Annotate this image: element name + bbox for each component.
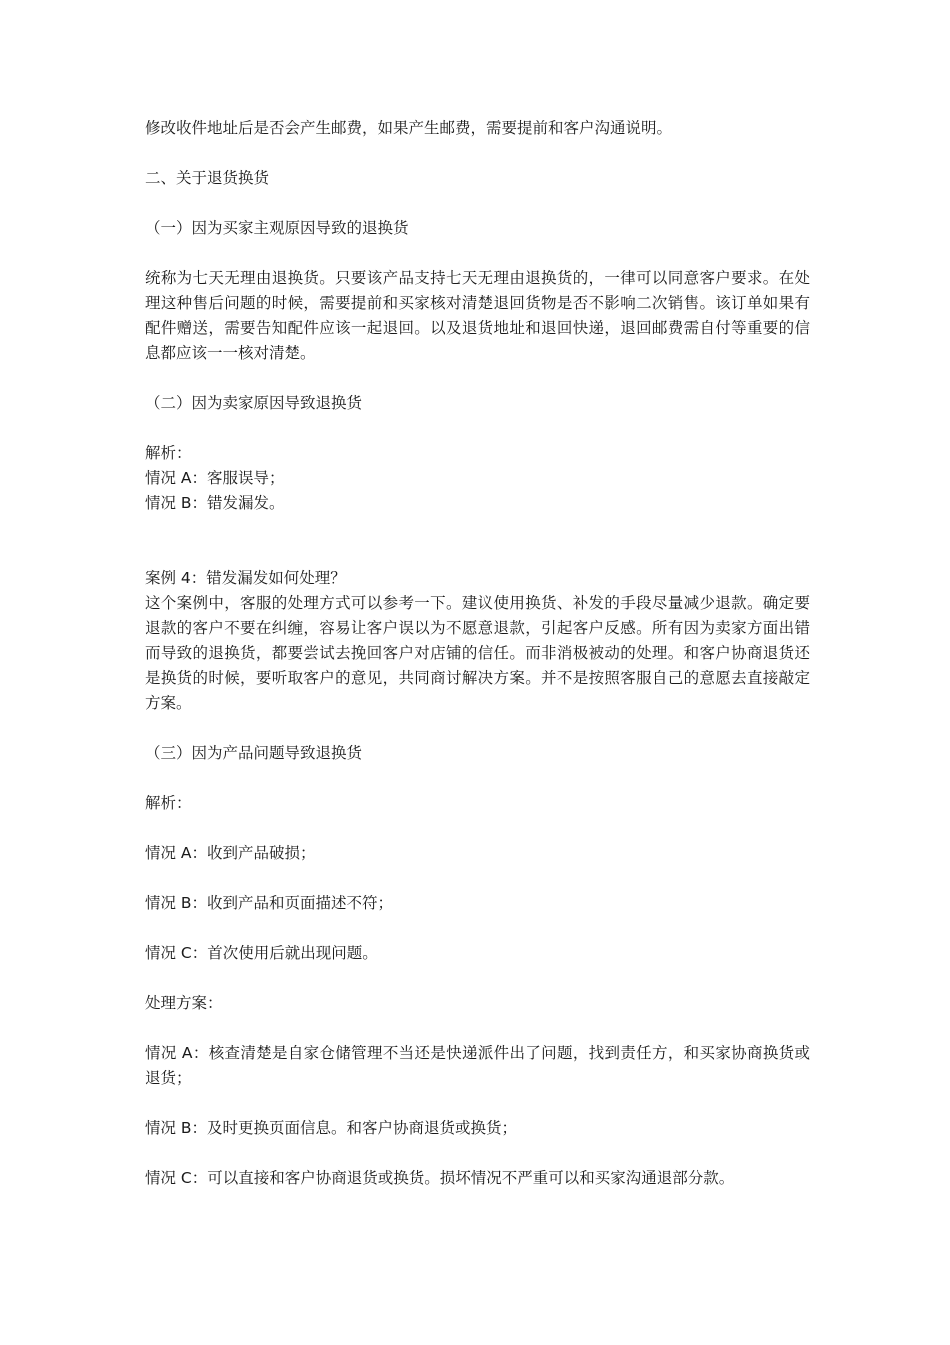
- subheading-product-issues: （三）因为产品问题导致退换货: [145, 744, 363, 762]
- analysis-label: 解析：: [145, 444, 192, 462]
- paragraph-seven-day-returns: 统称为七天无理由退换货。只要该产品支持七天无理由退换货的，一律可以同意客户要求。在处理这种售后问题的时候，需要提前和买家核对清楚退回货物是否不影响二次销售。该订单如果有配件赠送，需要告知配件应该一起退回。以及退货地址和退回快递，退回邮费需自付等重要的信息都应该一一核对清楚。: [145, 269, 810, 362]
- case-b-item: 情况 B：错发漏发。: [145, 494, 285, 512]
- solution-label: 处理方案：: [145, 994, 223, 1012]
- example-title: 案例 4：错发漏发如何处理？: [145, 569, 346, 587]
- example-body: 这个案例中，客服的处理方式可以参考一下。建议使用换货、补发的手段尽量减少退款。确定要退款的客户不要在纠缠，容易让客户误以为不愿意退款，引起客户反感。所有因为卖家方面出错而导致的退换货，都要尝试去挽回客户对店铺的信任。而非消极被动的处理。和客户协商退货还是换货的时候，要听取客户的意见，共同商讨解决方案。并不是按照客服自己的意愿去直接敲定方案。: [145, 594, 810, 712]
- case-a-item: 情况 A：客服误导；: [145, 469, 285, 487]
- analysis-block-seller: [145, 441, 810, 516]
- solution-b-item: 情况 B：及时更换页面信息。和客户协商退货或换货；: [145, 1119, 518, 1137]
- case-b-item: 情况 B：收到产品和页面描述不符；: [145, 894, 394, 912]
- example-block: [145, 566, 810, 716]
- analysis-label: 解析：: [145, 794, 192, 812]
- solution-c-item: 情况 C：可以直接和客户协商退货或换货。损坏情况不严重可以和买家沟通退部分款。: [145, 1169, 735, 1187]
- solution-a-item: 情况 A：核查清楚是自家仓储管理不当还是快递派件出了问题，找到责任方，和买家协商换货或退货；: [145, 1044, 810, 1087]
- subheading-buyer-reasons: （一）因为买家主观原因导致的退换货: [145, 219, 409, 237]
- case-a-item: 情况 A：收到产品破损；: [145, 844, 316, 862]
- case-c-item: 情况 C：首次使用后就出现问题。: [145, 944, 378, 962]
- document-body: [145, 116, 810, 1191]
- paragraph-postage-note: 修改收件地址后是否会产生邮费，如果产生邮费，需要提前和客户沟通说明。: [145, 119, 673, 137]
- subheading-seller-reasons: （二）因为卖家原因导致退换货: [145, 394, 363, 412]
- section-heading-returns: 二、关于退货换货: [145, 169, 270, 187]
